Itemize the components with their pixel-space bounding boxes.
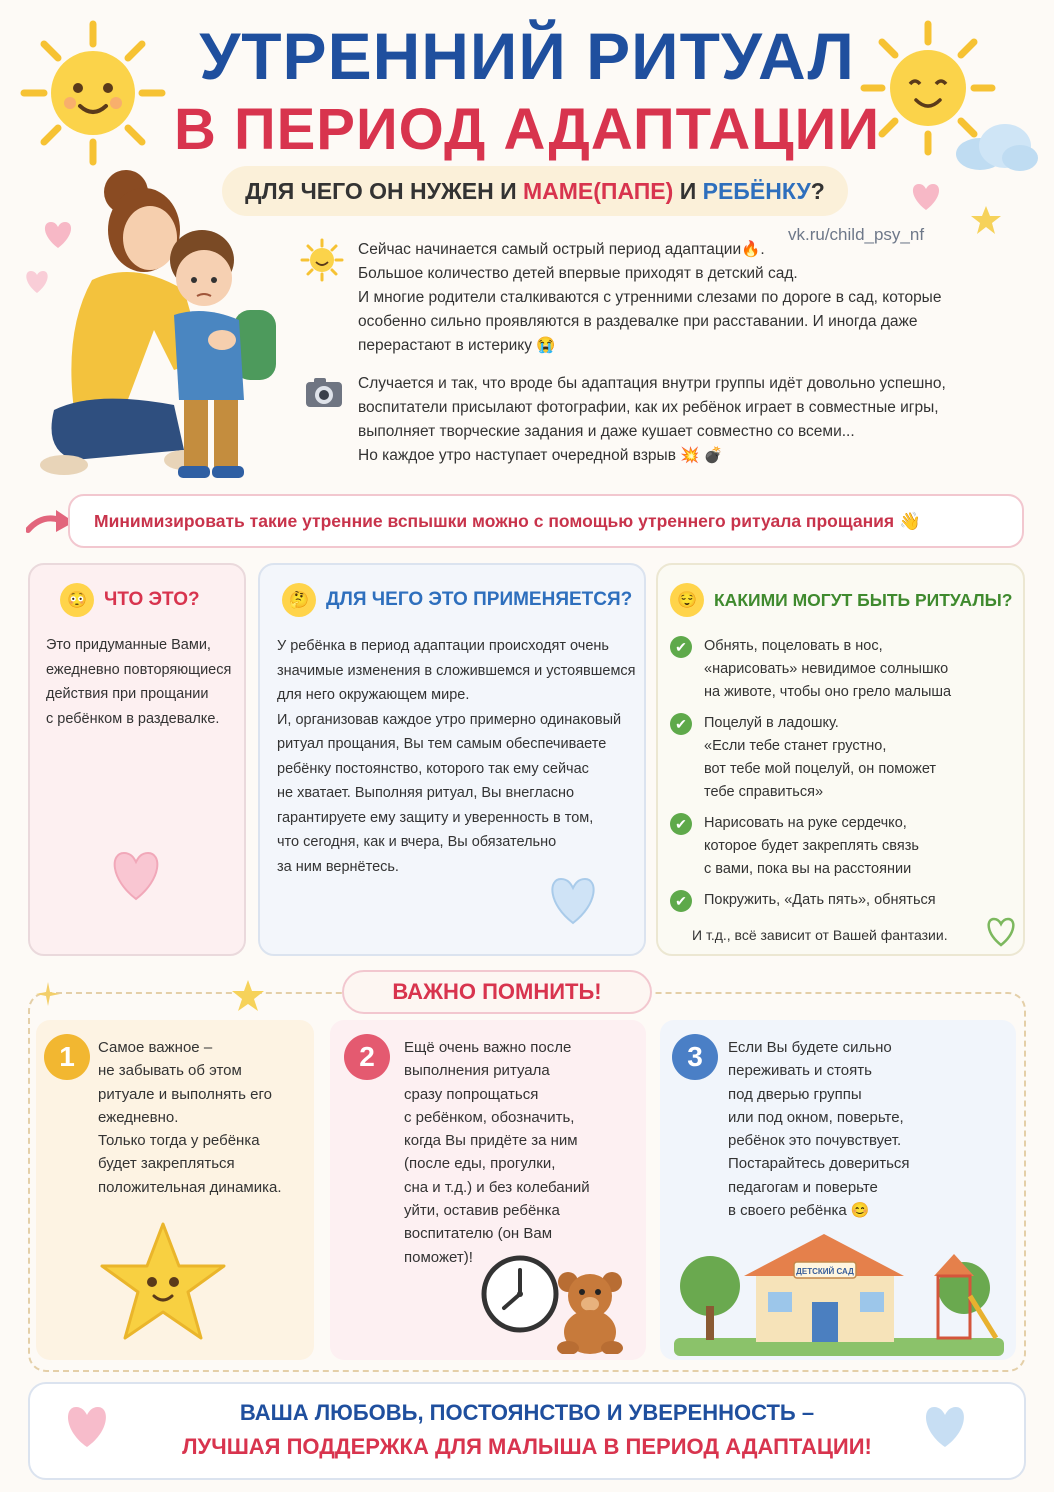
text-line: Ещё очень важно после [404, 1039, 572, 1056]
text-line: с ребёнком, обозначить, [404, 1108, 575, 1126]
text-line: не хватает. Выполняя ритуал, Вы внегласно [277, 785, 575, 801]
card-why-body [277, 634, 637, 879]
card-what-is-it [28, 563, 246, 956]
text-line: в своего ребёнка 😊 [728, 1202, 870, 1220]
subtitle-banner [222, 166, 848, 216]
subtitle-parent: МАМЕ(ПАПЕ) [523, 177, 674, 204]
checkmark-icon: ✔ [670, 713, 692, 735]
text-line: ребёнку постоянство, которого так ему сейчас [277, 760, 589, 777]
kindergarten-illustration [674, 1226, 1004, 1356]
text-line: что сегодня, как и вчера, Вы обязательно [277, 834, 557, 850]
text-line: «Если тебе станет грустно, [704, 738, 887, 754]
checkmark-icon: ✔ [670, 813, 692, 835]
text-line: на животе, чтобы оно грело малыша [704, 684, 952, 700]
text-line: И, организовав каждое утро примерно одинаковый [277, 711, 622, 728]
text-line: будет закрепляться [98, 1155, 235, 1173]
text-line: действия при прощании [46, 686, 209, 702]
text-line: Самое важное – [98, 1039, 213, 1056]
relieved-face-icon: 😌 [670, 583, 704, 617]
card-what-title-row [60, 583, 200, 617]
page-title-line1: УТРЕННИЙ РИТУАЛ [199, 19, 855, 93]
text-line: значимые изменения в сложившемся и устоявшемся [277, 662, 636, 679]
list-item [670, 812, 1020, 881]
ritual-list [670, 635, 1020, 920]
text-line: воспитателю (он Вам [404, 1225, 553, 1243]
card-why-title-row [282, 583, 632, 617]
text-line: переживать и стоять [728, 1062, 872, 1080]
star-icon [970, 204, 1002, 236]
text-line: с ребёнком в раздевалке. [46, 710, 220, 727]
intro-line: выполняет творческие задания и даже кушает совместно со всеми... [358, 423, 855, 440]
text-line: У ребёнка в период адаптации происходят очень [277, 638, 609, 654]
text-line: гарантируете ему защиту и уверенность в том, [277, 809, 594, 826]
sparkle-icon [36, 982, 60, 1006]
important-item-2 [330, 1020, 646, 1360]
clock-icon [480, 1248, 560, 1334]
intro-line: перерастают в истерику 😭 [358, 337, 556, 354]
text-line: ежедневно повторяющиеся [46, 661, 232, 678]
subtitle-part3: И [673, 177, 703, 204]
page-title-line2: В ПЕРИОД АДАПТАЦИИ [173, 97, 881, 162]
intro-paragraph-2 [358, 372, 998, 468]
intro-line: Большое количество детей впервые приходят в детский сад. [358, 265, 798, 282]
text-line: ритуал прощания, Вы тем самым обеспечиваете [277, 736, 607, 752]
card-ritual-title: КАКИМИ МОГУТ БЫТЬ РИТУАЛЫ? [714, 589, 1013, 610]
text-line: положительная динамика. [98, 1178, 282, 1196]
text-line: ритуале и выполнять его [98, 1085, 272, 1103]
subtitle-part1: ДЛЯ ЧЕГО ОН НУЖЕН И [245, 177, 523, 204]
text-line: поможет)! [404, 1248, 473, 1266]
number-badge: 1 [44, 1034, 90, 1080]
text-line: не забывать об этом [98, 1062, 242, 1080]
text-line: Покружить, «Дать пять», обняться [704, 892, 936, 908]
text-line: Постарайтесь довериться [728, 1155, 910, 1173]
subtitle-child: РЕБЁНКУ [702, 177, 811, 204]
text-line: вот тебе мой поцелуй, он поможет [704, 761, 937, 777]
list-item [670, 712, 1020, 804]
text-line: за ним вернётесь. [277, 858, 399, 875]
footer-line-2: ЛУЧШАЯ ПОДДЕРЖКА ДЛЯ МАЛЫША В ПЕРИОД АДАПТАЦИИ! [182, 1434, 872, 1459]
sun-icon [300, 238, 344, 282]
camera-icon [304, 375, 344, 409]
text-line: Поцелуй в ладошку. [704, 715, 839, 731]
text-line: когда Вы придёте за ним [404, 1132, 578, 1150]
checkmark-icon: ✔ [670, 890, 692, 912]
text-line: Если Вы будете сильно [728, 1039, 892, 1056]
source-link[interactable]: vk.ru/child_psy_nf [788, 225, 925, 244]
important-title: ВАЖНО ПОМНИТЬ! [342, 970, 652, 1014]
card-why-needed [258, 563, 646, 956]
text-line: или под окном, поверьте, [728, 1108, 904, 1126]
heart-icon [908, 180, 944, 212]
text-line: педагогам и поверьте [728, 1178, 878, 1196]
intro-line: воспитатели присылают фотографии, как их ребёнок играет в совместные игры, [358, 399, 939, 416]
intro-line: особенно сильно проявляются в раздевалке при расставании. И иногда даже [358, 313, 918, 330]
intro-paragraph-1 [358, 238, 998, 358]
checkmark-icon: ✔ [670, 636, 692, 658]
text-line: сразу попрощаться [404, 1085, 539, 1103]
card-why-title: ДЛЯ ЧЕГО ЭТО ПРИМЕНЯЕТСЯ? [326, 589, 633, 610]
thinking-face-icon: 🤔 [282, 583, 316, 617]
text-line: сна и т.д.) и без колебаний [404, 1178, 590, 1196]
number-badge: 3 [672, 1034, 718, 1080]
star-icon [230, 978, 266, 1014]
heart-icon [544, 873, 602, 927]
ritual-footer-note: И т.д., всё зависит от Вашей фантазии. [692, 927, 948, 943]
text-line: под дверью группы [728, 1085, 862, 1103]
footer-line-1: ВАША ЛЮБОВЬ, ПОСТОЯНСТВО И УВЕРЕННОСТЬ – [239, 1400, 815, 1425]
text-line: Только тогда у ребёнка [98, 1132, 260, 1150]
intro-line: Случается и так, что вроде бы адаптация внутри группы идёт довольно успешно, [358, 375, 946, 392]
card-ritual-types [656, 563, 1025, 956]
text-line: тебе справиться» [704, 784, 824, 800]
card-ritual-title-row [670, 583, 1012, 617]
text-line: которое будет закреплять связь [704, 838, 919, 854]
heart-icon [984, 915, 1018, 947]
kindergarten-sign: ДЕТСКИЙ САД [796, 1267, 854, 1276]
intro-line: Но каждое утро наступает очередной взрыв 💥 💣 [358, 447, 724, 464]
number-badge: 2 [344, 1034, 390, 1080]
text-line: с вами, пока вы на расстоянии [704, 861, 912, 877]
important-item-3-text [728, 1036, 998, 1222]
mother-child-illustration [34, 160, 294, 490]
card-what-title: ЧТО ЭТО? [104, 589, 200, 610]
text-line: Это придуманные Вами, [46, 637, 211, 653]
smiling-star-illustration [98, 1220, 228, 1344]
list-item [670, 635, 1020, 704]
footer-banner [28, 1382, 1026, 1480]
text-line: для него окружающем мире. [277, 687, 470, 703]
heart-icon [106, 847, 166, 903]
teddy-bear-illustration [550, 1268, 630, 1354]
important-item-1 [36, 1020, 314, 1360]
important-item-3 [660, 1020, 1016, 1360]
subtitle-part5: ? [810, 177, 825, 204]
callout-banner: Минимизировать такие утренние вспышки можно с помощью утреннего ритуала прощания 👋 [68, 494, 1024, 548]
text-line: выполнения ритуала [404, 1062, 550, 1080]
intro-line: Сейчас начинается самый острый период адаптации🔥. [358, 241, 765, 258]
important-item-2-text [404, 1036, 640, 1269]
card-what-body [46, 633, 246, 731]
text-line: ежедневно. [98, 1108, 179, 1126]
text-line: «нарисовать» невидимое солнышко [704, 661, 949, 677]
text-line: (после еды, прогулки, [404, 1155, 556, 1173]
intro-line: И многие родители сталкиваются с утренними слезами по дороге в сад, которые [358, 289, 942, 306]
text-line: Нарисовать на руке сердечко, [704, 815, 907, 831]
flushed-face-icon: 😳 [60, 583, 94, 617]
text-line: ребёнок это почувствует. [728, 1132, 902, 1150]
text-line: уйти, оставив ребёнка [404, 1202, 560, 1220]
text-line: Обнять, поцеловать в нос, [704, 638, 883, 654]
list-item [670, 889, 1020, 912]
important-item-1-text [98, 1036, 308, 1199]
